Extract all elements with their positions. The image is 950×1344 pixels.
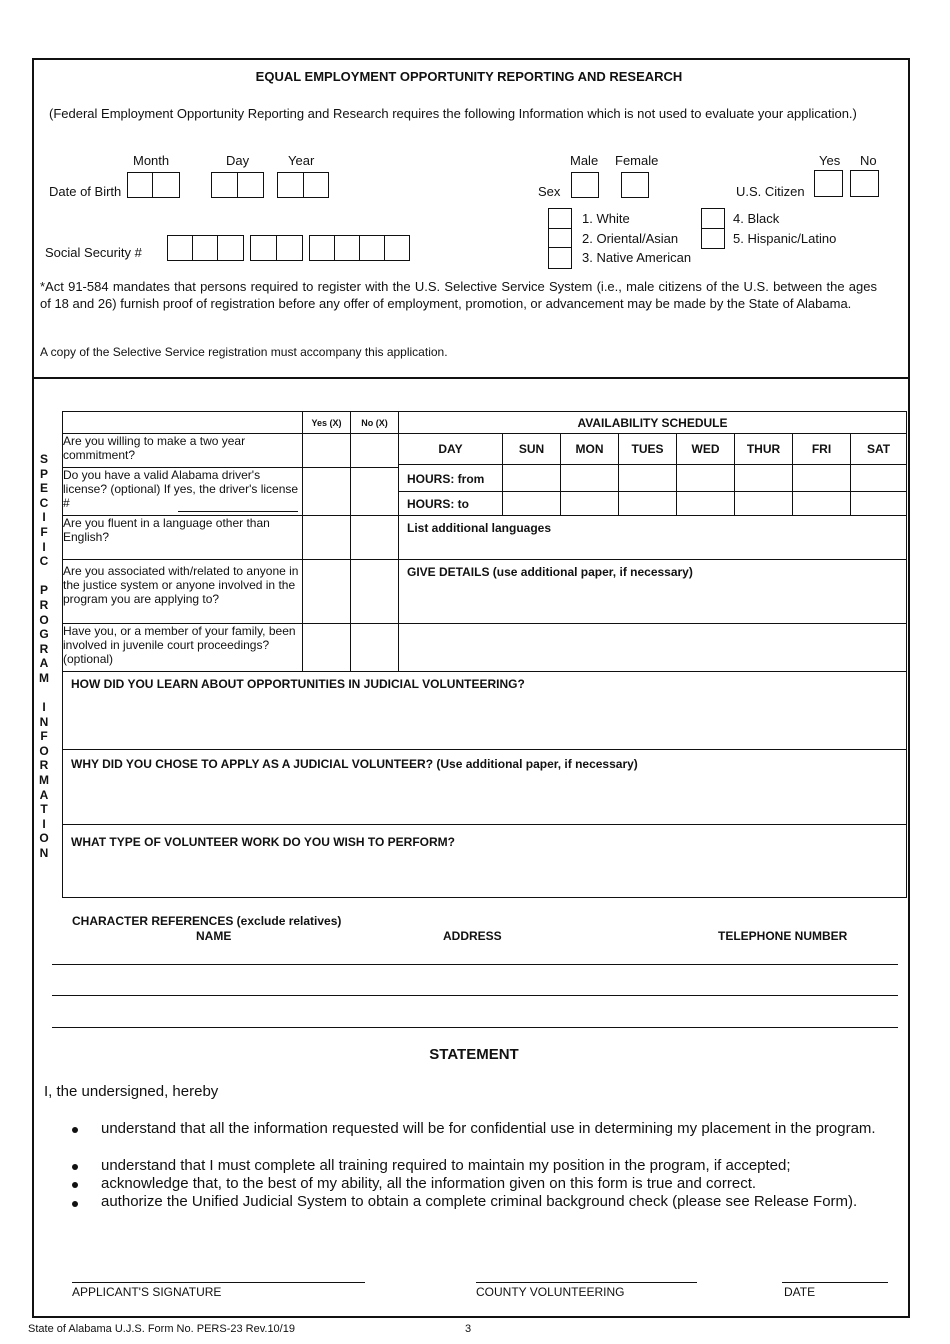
statement-intro: I, the undersigned, hereby [44, 1083, 219, 1100]
question-language: Are you fluent in a language other than English? [63, 516, 303, 560]
hours-from-sun[interactable] [503, 465, 561, 492]
side-label-letter: N [39, 714, 49, 729]
day-sat: SAT [851, 434, 907, 465]
bullet-1 [72, 1127, 78, 1133]
ssn-box-8[interactable] [359, 235, 385, 261]
hours-from-fri[interactable] [793, 465, 851, 492]
race-hispanic-checkbox[interactable] [701, 228, 725, 249]
hours-to-thur[interactable] [735, 492, 793, 516]
side-label-letter: A [39, 787, 49, 802]
question-justice-association: Are you associated with/related to anyone in the justice system or anyone involved in the program you are applying to? [63, 560, 303, 624]
license-number-line[interactable] [178, 511, 298, 512]
side-label-letter: O [39, 743, 49, 758]
eeo-intro: (Federal Employment Opportunity Reporting and Research requires the following Information which is not used to evaluate your application.) [49, 106, 857, 121]
hours-from-tues[interactable] [619, 465, 677, 492]
juvenile-details-field[interactable] [399, 624, 907, 672]
availability-title: AVAILABILITY SCHEDULE [399, 412, 907, 434]
side-label-letter: M [39, 773, 49, 788]
side-label-letter: A [39, 656, 49, 671]
selective-service-note: A copy of the Selective Service registration must accompany this application. [40, 345, 448, 359]
statement-bullet-2: understand that I must complete all training required to maintain my position in the program, if accepted; [101, 1157, 791, 1174]
citizen-no-checkbox[interactable] [850, 170, 879, 197]
question-drivers-license [63, 468, 303, 516]
side-label-letter: E [39, 481, 48, 496]
race-hispanic-label: 5. Hispanic/Latino [733, 231, 837, 246]
answer-no-commitment[interactable] [351, 434, 399, 468]
side-label-letter: M [39, 670, 49, 685]
reference-line-3[interactable] [52, 1027, 898, 1028]
race-native-label: 3. Native American [582, 250, 692, 265]
dob-day-box-1[interactable] [211, 172, 238, 198]
side-label-specific-program-information [36, 452, 52, 861]
day-label: Day [226, 153, 250, 168]
side-label-letter: F [40, 729, 48, 744]
hours-from-sat[interactable] [851, 465, 907, 492]
volunteer-type-field[interactable]: WHAT TYPE OF VOLUNTEER WORK DO YOU WISH TO PERFORM? [63, 825, 907, 898]
hours-to-sun[interactable] [503, 492, 561, 516]
race-asian-checkbox[interactable] [548, 228, 572, 249]
sex-female-checkbox[interactable] [621, 172, 649, 198]
ssn-box-2[interactable] [192, 235, 218, 261]
day-tues: TUES [619, 434, 677, 465]
details-field[interactable]: GIVE DETAILS (use additional paper, if necessary) [399, 560, 907, 624]
day-column-header: DAY [399, 434, 503, 465]
race-native-checkbox[interactable] [548, 247, 572, 269]
hours-from-wed[interactable] [677, 465, 735, 492]
side-label-letter: N [39, 846, 49, 861]
side-label-letter: G [39, 627, 49, 642]
side-label-letter: I [42, 510, 46, 525]
citizen-yes-checkbox[interactable] [814, 170, 843, 197]
answer-no-language[interactable] [351, 516, 399, 560]
date-label: DATE [784, 1285, 816, 1299]
references-name-col: NAME [196, 929, 232, 943]
eeo-title: EQUAL EMPLOYMENT OPPORTUNITY REPORTING AND RESEARCH [255, 69, 683, 84]
day-thur: THUR [735, 434, 793, 465]
race-white-label: 1. White [582, 211, 630, 226]
side-label-letter [36, 569, 52, 584]
hours-from-label: HOURS: from [399, 465, 503, 492]
reference-line-2[interactable] [52, 995, 898, 996]
yes-column-header: Yes (X) [303, 412, 351, 434]
statement-bullet-3: acknowledge that, to the best of my ability, all the information given on this form is true and correct. [101, 1175, 757, 1192]
county-label: COUNTY VOLUNTEERING [476, 1285, 625, 1299]
sex-male-checkbox[interactable] [571, 172, 599, 198]
side-label-letter: O [39, 831, 49, 846]
answer-no-association[interactable] [351, 560, 399, 624]
ssn-box-4[interactable] [250, 235, 277, 261]
side-label-letter: R [39, 758, 49, 773]
side-label-letter: R [39, 597, 49, 612]
male-label: Male [570, 153, 599, 168]
hours-to-sat[interactable] [851, 492, 907, 516]
applicant-signature-label: APPLICANT'S SIGNATURE [72, 1285, 222, 1299]
hours-to-label: HOURS: to [399, 492, 503, 516]
form-number: State of Alabama U.J.S. Form No. PERS-23 Rev.10/19 [28, 1323, 295, 1335]
ssn-box-9[interactable] [384, 235, 410, 261]
references-address-col: ADDRESS [443, 929, 502, 943]
bullet-4 [72, 1201, 78, 1207]
page-number: 3 [465, 1323, 472, 1335]
learn-about-field[interactable]: HOW DID YOU LEARN ABOUT OPPORTUNITIES IN JUDICIAL VOLUNTEERING? [63, 672, 907, 750]
sex-label: Sex [538, 184, 561, 199]
side-label-letter: F [40, 524, 48, 539]
side-label-letter: O [39, 612, 49, 627]
ssn-box-1[interactable] [167, 235, 193, 261]
applicant-signature-line[interactable] [72, 1282, 365, 1283]
reference-line-1[interactable] [52, 964, 898, 965]
day-fri: FRI [793, 434, 851, 465]
bullet-2 [72, 1164, 78, 1170]
ssn-label: Social Security # [45, 245, 142, 260]
dob-label: Date of Birth [49, 184, 122, 199]
side-label-letter: I [42, 816, 46, 831]
program-table [62, 411, 907, 898]
question-drivers-license-text: Do you have a valid Alabama driver's license? (optional) If yes, the driver's license # [63, 468, 299, 510]
ssn-box-6[interactable] [309, 235, 335, 261]
ssn-box-7[interactable] [334, 235, 360, 261]
citizen-no-label: No [860, 153, 877, 168]
day-wed: WED [677, 434, 735, 465]
side-label-letter: R [39, 641, 49, 656]
hours-to-tues[interactable] [619, 492, 677, 516]
answer-yes-commitment[interactable] [303, 434, 351, 468]
answer-no-juvenile[interactable] [351, 624, 399, 672]
answer-no-license[interactable] [351, 468, 399, 516]
county-line[interactable] [476, 1282, 697, 1283]
race-black-checkbox[interactable] [701, 208, 725, 230]
dob-year-box-1[interactable] [277, 172, 304, 198]
female-label: Female [615, 153, 659, 168]
day-mon: MON [561, 434, 619, 465]
side-label-letter: S [39, 452, 48, 466]
languages-field[interactable]: List additional languages [399, 516, 907, 560]
side-label-letter: I [42, 539, 46, 554]
side-label-letter: I [42, 700, 46, 715]
race-white-checkbox[interactable] [548, 208, 572, 230]
answer-yes-association[interactable] [303, 560, 351, 624]
hours-to-mon[interactable] [561, 492, 619, 516]
hours-to-fri[interactable] [793, 492, 851, 516]
side-label-letter [36, 686, 52, 701]
questions-header-cell [63, 412, 303, 434]
side-label-letter: C [39, 554, 49, 569]
bullet-3 [72, 1182, 78, 1188]
statement-title: STATEMENT [429, 1046, 519, 1063]
references-phone-col: TELEPHONE NUMBER [718, 929, 848, 943]
month-label: Month [133, 153, 170, 168]
ssn-box-3[interactable] [217, 235, 244, 261]
ssn-box-5[interactable] [276, 235, 303, 261]
side-label-letter: C [39, 495, 49, 510]
why-apply-field[interactable]: WHY DID YOU CHOSE TO APPLY AS A JUDICIAL VOLUNTEER? (Use additional paper, if necessary) [63, 750, 907, 825]
dob-day-box-2[interactable] [237, 172, 264, 198]
answer-yes-license[interactable] [303, 468, 351, 516]
date-line[interactable] [782, 1282, 888, 1283]
question-two-year-commitment: Are you willing to make a two year commitment? [63, 434, 303, 468]
statement-bullet-1: understand that all the information requested will be for confidential use in determining my placement in the program. [101, 1120, 876, 1137]
citizen-yes-label: Yes [819, 153, 841, 168]
dob-year-box-2[interactable] [303, 172, 329, 198]
side-label-letter: P [39, 583, 48, 598]
act-notice: *Act 91-584 mandates that persons required to register with the U.S. Selective Service System (i.e., male citizens of the U.S. between the ages of 18 and 26) furnish proof of registration before any offer of employment, promotion, or advancement may be made by the State of Alabama. [40, 279, 877, 311]
hours-from-thur[interactable] [735, 465, 793, 492]
section-divider [32, 377, 908, 379]
citizen-label: U.S. Citizen [736, 184, 805, 199]
side-label-letter: P [39, 466, 48, 481]
no-column-header: No (X) [351, 412, 399, 434]
race-asian-label: 2. Oriental/Asian [582, 231, 679, 246]
answer-yes-language[interactable] [303, 516, 351, 560]
dob-month-box-2[interactable] [152, 172, 180, 198]
side-label-letter: T [40, 802, 48, 817]
question-juvenile-court: Have you, or a member of your family, been involved in juvenile court proceedings? (optional) [63, 624, 303, 672]
race-black-label: 4. Black [733, 211, 780, 226]
statement-bullet-4: authorize the Unified Judicial System to obtain a complete criminal background check (please see Release Form). [101, 1193, 858, 1210]
hours-to-wed[interactable] [677, 492, 735, 516]
references-title: CHARACTER REFERENCES (exclude relatives) [72, 914, 342, 928]
hours-from-mon[interactable] [561, 465, 619, 492]
day-sun: SUN [503, 434, 561, 465]
year-label: Year [288, 153, 315, 168]
dob-month-box-1[interactable] [127, 172, 153, 198]
answer-yes-juvenile[interactable] [303, 624, 351, 672]
